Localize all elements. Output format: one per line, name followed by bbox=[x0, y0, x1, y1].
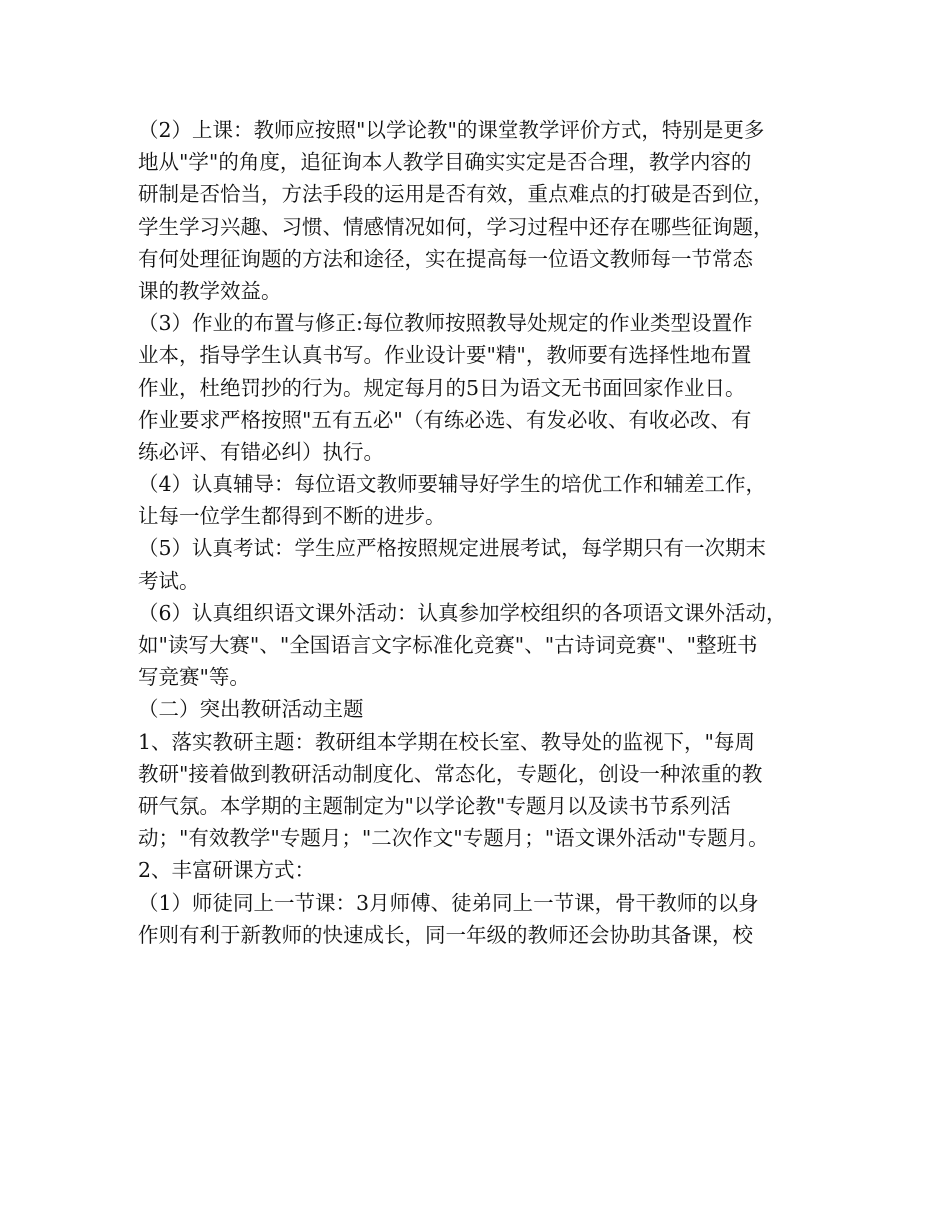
text-line: 地从"学"的角度，追征询本人教学目确实实定是否合理，教学内容的 bbox=[138, 150, 752, 175]
text-line: 学生学习兴趣、习惯、情感情况如何，学习过程中还存在哪些征询题， bbox=[138, 214, 774, 239]
text-line: 练必评、有错必纠）执行。 bbox=[138, 439, 384, 464]
text-line: 作则有利于新教师的快速成长，同一年级的教师还会协助其备课，校 bbox=[138, 922, 753, 947]
text-line: 研气氛。本学期的主题制定为"以学论教"专题月以及读书节系列活 bbox=[138, 793, 731, 818]
text-line: 作业要求严格按照"五有五必"（有练必选、有发必收、有收必改、有 bbox=[138, 407, 752, 432]
section-heading: （二）突出教研活动主题 bbox=[138, 697, 364, 722]
text-line: 考试。 bbox=[138, 568, 200, 593]
text-line: 作业，杜绝罚抄的行为。规定每月的5日为语文无书面回家作业日。 bbox=[138, 375, 746, 400]
text-line: （5）认真考试：学生应严格按照规定进展考试，每学期只有一次期末 bbox=[138, 536, 767, 561]
text-line: 研制是否恰当，方法手段的运用是否有效，重点难点的打破是否到位， bbox=[138, 182, 774, 207]
text-line: 有何处理征询题的方法和途径，实在提高每一位语文教师每一节常态 bbox=[138, 246, 753, 271]
text-line: 如"读写大赛"、"全国语言文字标准化竞赛"、"古诗词竞赛"、"整班书 bbox=[138, 633, 758, 657]
text-line: （2）上课：教师应按照"以学论教"的课堂教学评价方式，特别是更多 bbox=[138, 118, 765, 142]
text-line: 动；"有效教学"专题月；"二次作文"专题月；"语文课外活动"专题月。 bbox=[138, 826, 769, 851]
text-line: （6）认真组织语文课外活动：认真参加学校组织的各项语文课外活动， bbox=[138, 600, 787, 625]
text-line: 教研"接着做到教研活动制度化、常态化，专题化，创设一种浓重的教 bbox=[138, 761, 763, 786]
text-line: （4）认真辅导：每位语文教师要辅导好学生的培优工作和辅差工作， bbox=[138, 472, 767, 497]
text-line: 写竞赛"等。 bbox=[138, 665, 250, 690]
text-line: 让每一位学生都得到不断的进步。 bbox=[138, 504, 446, 529]
text-line: 业本，指导学生认真书写。作业设计要"精"，教师要有选择性地布置 bbox=[138, 343, 752, 368]
text-line: 1、落实教研主题：教研组本学期在校长室、教导处的监视下，"每周 bbox=[138, 729, 755, 754]
text-line: （1）师徒同上一节课：3月师傅、徒弟同上一节课，骨干教师的以身 bbox=[138, 890, 759, 915]
text-line: （3）作业的布置与修正:每位教师按照教导处规定的作业类型设置作 bbox=[138, 311, 753, 336]
text-line: 2、丰富研课方式： bbox=[138, 858, 316, 883]
text-line: 课的教学效益。 bbox=[138, 278, 282, 303]
document-body bbox=[138, 114, 828, 951]
